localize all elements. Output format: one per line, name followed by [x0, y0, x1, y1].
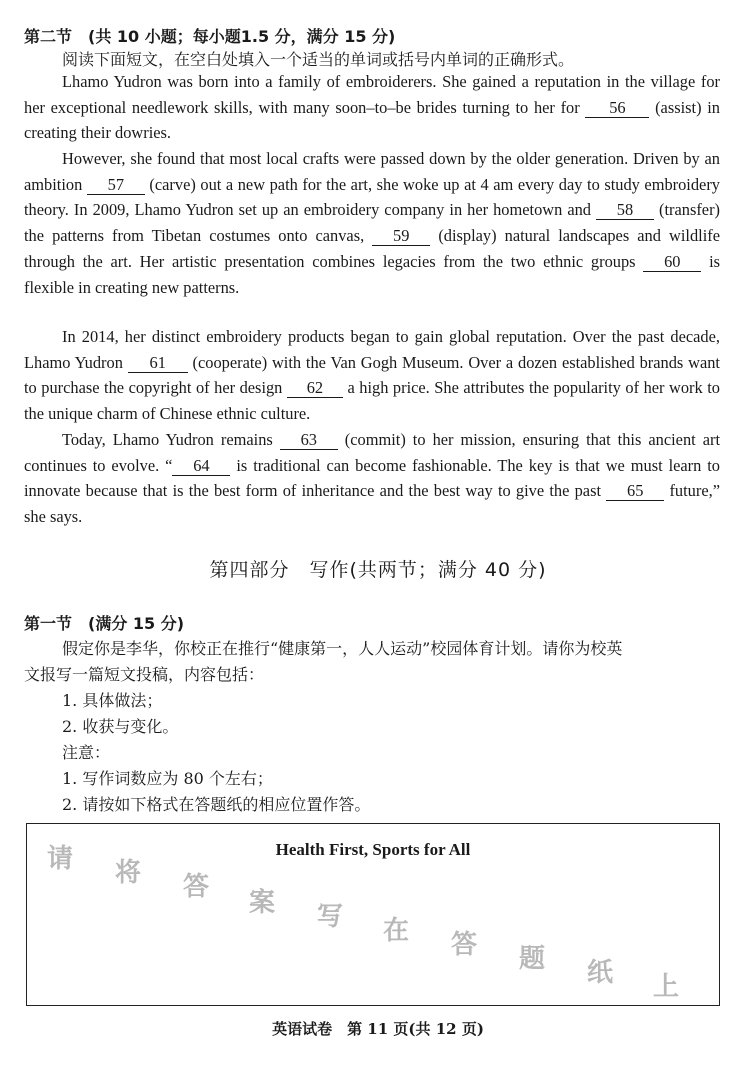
- notes-label: 注意：: [62, 743, 111, 762]
- blank-56[interactable]: 56: [585, 99, 649, 118]
- content-item-1: 1. 具体做法；: [62, 691, 163, 710]
- watermark-char-4: 案: [249, 888, 276, 918]
- watermark-char-1: 请: [47, 844, 74, 874]
- part-4-title: 第四部分 写作(共两节；满分 40 分): [209, 559, 547, 581]
- blank-62[interactable]: 62: [287, 379, 343, 398]
- page-footer: 英语试卷 第 11 页(共 12 页): [272, 1020, 484, 1038]
- writing-section-1-note: (满分 15 分): [88, 614, 185, 633]
- passage-paragraph-3: In 2014, her distinct embroidery products began to gain global reputation. Over the past decade, Lhamo Yudron 61 (cooperate) with the Van Gogh Museum. Over a dozen established brands want to purchase the copyright of her design 62 a high price. She attributes the popularity of her work to the unique charm of Chinese ethnic culture.: [24, 327, 720, 424]
- essay-title: Health First, Sports for All: [275, 840, 471, 859]
- note-item-1: 1. 写作词数应为 80 个左右；: [62, 769, 273, 788]
- blank-65[interactable]: 65: [606, 482, 664, 501]
- writing-section-1-header: [24, 611, 184, 634]
- answer-format-box: [26, 823, 720, 1006]
- passage-paragraph-2: However, she found that most local crafts were passed down by the older generation. Driven by an ambition 57 (carve) out a new path for the art, she woke up at 4 am every day to study embroidery theory. In 2009, Lhamo Yudron set up an embroidery company in her hometown and 58 (transfer) the patterns from Tibetan costumes onto canvas, 59 (display) natural landscapes and wildlife through the art. Her artistic presentation combines legacies from the two ethnic groups 60 is flexible in creating new patterns.: [24, 149, 721, 297]
- writing-requirements: [62, 688, 370, 818]
- blank-63[interactable]: 63: [280, 431, 338, 450]
- watermark-char-8: 题: [519, 944, 546, 974]
- passage-paragraph-4: Today, Lhamo Yudron remains 63 (commit) to her mission, ensuring that this ancient art continues to evolve. “ 64 is traditional can become fashionable. The key is that we must learn to innovate because that is the best form of inheritance and the best way to give the past 65 future,” she says.: [24, 430, 721, 527]
- watermark-char-3: 答: [183, 872, 210, 902]
- blank-57[interactable]: 57: [87, 176, 145, 195]
- passage-paragraph-1: Lhamo Yudron was born into a family of embroiderers. She gained a reputation in the village for her exceptional needlework skills, with many soon–to–be brides turning to her for 56 (assist) in creating their dowries.: [24, 72, 720, 143]
- section-2-instruction: 阅读下面短文，在空白处填入一个适当的单词或括号内单词的正确形式。: [62, 50, 575, 69]
- watermark-char-10: 上: [653, 972, 680, 1002]
- writing-prompt-line-2: 文报写一篇短文投稿，内容包括：: [24, 665, 265, 684]
- blank-60[interactable]: 60: [643, 253, 701, 272]
- watermark-char-5: 写: [317, 902, 344, 932]
- watermark-char-9: 纸: [587, 958, 614, 988]
- section-2-title: 第二节: [24, 27, 73, 46]
- content-item-2: 2. 收获与变化。: [62, 717, 179, 736]
- blank-64[interactable]: 64: [172, 457, 230, 476]
- writing-prompt-line-1: 假定你是李华，你校正在推行“健康第一，人人运动”校园体育计划。请你为校英: [62, 639, 623, 658]
- blank-59[interactable]: 59: [372, 227, 430, 246]
- blank-58[interactable]: 58: [596, 201, 654, 220]
- section-2-note: (共 10 小题；每小题1.5 分，满分 15 分): [88, 27, 396, 46]
- watermark-char-6: 在: [383, 916, 410, 946]
- writing-section-1-title: 第一节: [24, 614, 73, 633]
- blank-61[interactable]: 61: [128, 354, 188, 373]
- section-2-header: [24, 24, 395, 47]
- watermark-char-2: 将: [115, 858, 142, 888]
- note-item-2: 2. 请按如下格式在答题纸的相应位置作答。: [62, 795, 371, 814]
- watermark-char-7: 答: [451, 930, 478, 960]
